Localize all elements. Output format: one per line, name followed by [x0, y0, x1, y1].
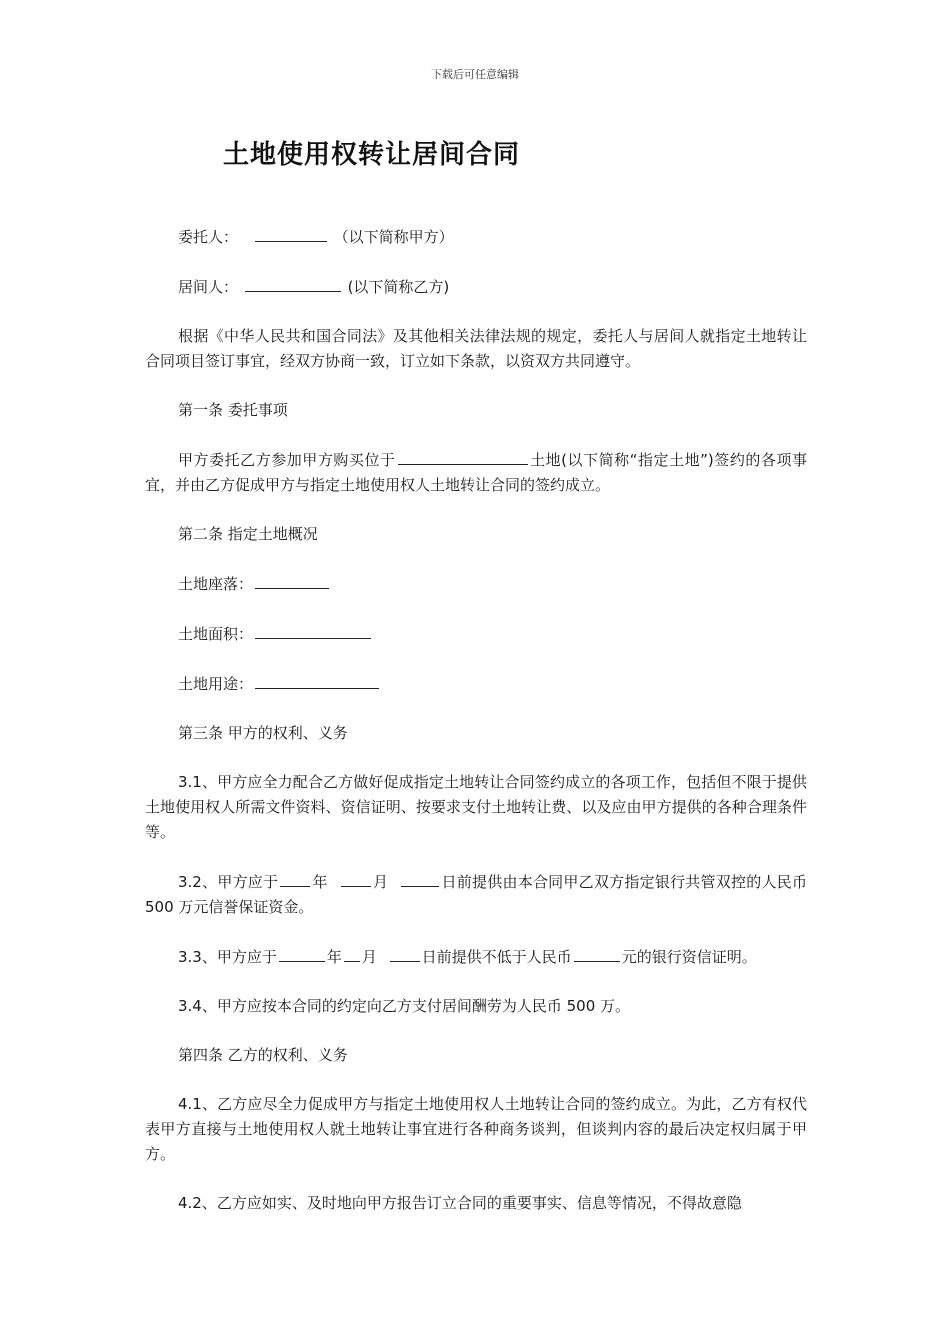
clause-3-3-year-label: 年	[326, 948, 342, 966]
clause-3-3-month-blank[interactable]	[344, 944, 360, 962]
clause-3-2-year-label: 年	[312, 873, 328, 891]
article4-heading: 第四条 乙方的权利、义务	[178, 1046, 348, 1064]
broker-name-blank[interactable]	[245, 274, 341, 292]
article3-heading: 第三条 甲方的权利、义务	[178, 724, 348, 742]
land-usage-label: 土地用途：	[178, 675, 254, 693]
clause-3-3-amount-blank[interactable]	[574, 944, 620, 962]
land-usage-field[interactable]	[255, 671, 379, 689]
clause-3-3-day-blank[interactable]	[390, 944, 420, 962]
clause-3-3	[145, 944, 807, 970]
land-location-label: 土地座落：	[178, 575, 254, 593]
article1-text-a: 甲方委托乙方参加甲方购买位于	[178, 451, 396, 469]
land-location-blank[interactable]	[398, 447, 528, 465]
clause-4-1: 4.1、乙方应尽全力促成甲方与指定土地使用权人土地转让合同的签约成立。为此，乙方有权代表甲方直接与土地使用权人就土地转让事宜进行各种商务谈判，但谈判内容的最后决定权归属于甲方。	[145, 1095, 807, 1163]
land-location-field[interactable]	[255, 571, 329, 589]
clause-3-3-text-c: 元的银行资信证明。	[621, 948, 757, 966]
clause-3-2-day-blank[interactable]	[401, 869, 439, 887]
document-body	[145, 224, 807, 1240]
article1-paragraph	[145, 447, 807, 498]
clause-3-3-text-b: 日前提供不低于人民币	[421, 948, 572, 966]
broker-label: 居间人：	[178, 278, 239, 296]
clause-3-2-year-blank[interactable]	[280, 869, 310, 887]
broker-suffix: (以下简称乙方)	[347, 278, 450, 296]
client-name-blank[interactable]	[255, 224, 327, 242]
article2-heading: 第二条 指定土地概况	[178, 525, 318, 543]
clause-3-1: 3.1、甲方应全力配合乙方做好促成指定土地转让合同签约成立的各项工作，包括但不限于提供土地使用权人所需文件资料、资信证明、按要求支付土地转让费、以及应由甲方提供的各种合理条件等。	[145, 773, 807, 841]
clause-3-3-text-a: 3.3、甲方应于	[178, 948, 277, 966]
client-line	[145, 224, 807, 250]
clause-3-2-text-b: 日前提供由本合同甲乙双方指定银行共管双控的人民币 500 万元信誉保证资金。	[145, 873, 807, 916]
preamble-paragraph: 根据《中华人民共和国合同法》及其他相关法律法规的规定，委托人与居间人就指定土地转让合同项目签订事宜，经双方协商一致，订立如下条款，以资双方共同遵守。	[145, 327, 807, 370]
header-note: 下载后可任意编辑	[431, 68, 519, 81]
land-area-field[interactable]	[255, 621, 371, 639]
clause-3-2-text-a: 3.2、甲方应于	[178, 873, 279, 891]
clause-3-4: 3.4、甲方应按本合同的约定向乙方支付居间酬劳为人民币 500 万。	[178, 997, 631, 1015]
land-area-label: 土地面积：	[178, 625, 254, 643]
land-usage-line	[145, 671, 807, 697]
client-suffix: （以下简称甲方）	[333, 228, 454, 246]
land-location-line	[145, 571, 807, 597]
clause-4-2: 4.2、乙方应如实、及时地向甲方报告订立合同的重要事实、信息等情况，不得故意隐	[178, 1194, 742, 1212]
clause-3-2	[145, 869, 807, 920]
client-label: 委托人：	[178, 228, 239, 246]
clause-3-2-month-label: 月	[372, 873, 389, 891]
clause-3-3-year-blank[interactable]	[279, 944, 325, 962]
article1-heading: 第一条 委托事项	[178, 401, 288, 419]
broker-line	[145, 274, 807, 300]
land-area-line	[145, 621, 807, 647]
clause-3-2-month-blank[interactable]	[341, 869, 371, 887]
clause-3-3-month-label: 月	[361, 948, 377, 966]
article1-text-b: 土地(以下简称“指定土地”)签约的各项事宜，并由乙方促成甲方与指定土地使用权人土地转让合同的签约成立。	[145, 451, 807, 494]
document-title: 土地使用权转让居间合同	[223, 140, 521, 170]
